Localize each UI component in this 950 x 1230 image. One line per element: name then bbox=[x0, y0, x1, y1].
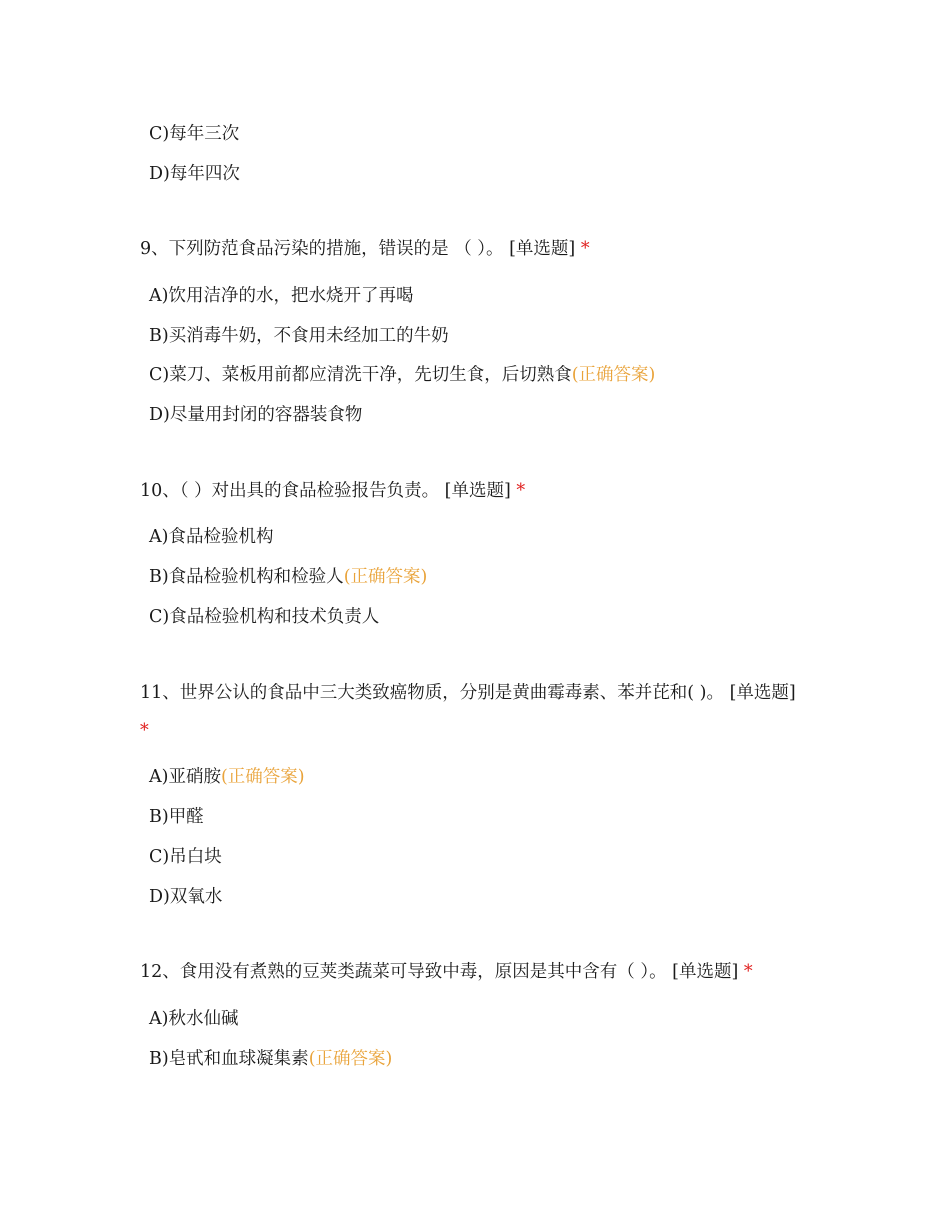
question-title bbox=[140, 230, 808, 268]
required-mark: * bbox=[140, 721, 149, 741]
required-mark: * bbox=[516, 481, 526, 501]
option-label: B)甲醛 bbox=[149, 807, 204, 827]
option-label: A)食品检验机构 bbox=[149, 527, 274, 547]
option-item bbox=[149, 566, 427, 588]
question-text: 11、世界公认的食品中三大类致癌物质，分别是黄曲霉毒素、苯并芘和( )。 bbox=[140, 683, 724, 703]
option-item bbox=[149, 285, 413, 307]
option-label: A)秋水仙碱 bbox=[149, 1009, 239, 1029]
correct-answer-tag: (正确答案) bbox=[571, 365, 656, 385]
question-title bbox=[140, 472, 808, 510]
option-label: B)买消毒牛奶，不食用未经加工的牛奶 bbox=[149, 326, 449, 346]
required-mark: * bbox=[743, 962, 753, 982]
option-item bbox=[149, 766, 305, 788]
option-label: C)食品检验机构和技术负责人 bbox=[149, 607, 380, 627]
question-title bbox=[140, 674, 808, 750]
question-title bbox=[140, 953, 808, 991]
question-type-tag: [单选题] bbox=[729, 683, 796, 703]
correct-answer-tag: (正确答案) bbox=[220, 767, 305, 787]
option-item bbox=[149, 325, 449, 347]
option-item bbox=[149, 123, 239, 145]
option-item bbox=[149, 886, 222, 908]
question-text: 10、（ ）对出具的食品检验报告负责。 bbox=[140, 481, 440, 501]
option-item bbox=[149, 364, 655, 386]
correct-answer-tag: (正确答案) bbox=[308, 1049, 393, 1069]
option-label: C)菜刀、菜板用前都应清洗干净，先切生食，后切熟食 bbox=[149, 365, 572, 385]
option-label: B)食品检验机构和检验人 bbox=[149, 567, 344, 587]
option-label: A)饮用洁净的水，把水烧开了再喝 bbox=[149, 286, 414, 306]
question-text: 12、食用没有煮熟的豆荚类蔬菜可导致中毒，原因是其中含有（ ）。 bbox=[140, 962, 667, 982]
option-item bbox=[149, 1008, 238, 1030]
question-text: 9、下列防范食品污染的措施，错误的是 （ ）。 bbox=[140, 239, 504, 259]
option-item bbox=[149, 1048, 392, 1070]
question-type-tag: [单选题] bbox=[509, 239, 576, 259]
correct-answer-tag: (正确答案) bbox=[343, 567, 428, 587]
option-label: B)皂甙和血球凝集素 bbox=[149, 1049, 309, 1069]
option-label: D)尽量用封闭的容器装食物 bbox=[149, 405, 363, 425]
option-label: A)亚硝胺 bbox=[149, 767, 221, 787]
question-type-tag: [单选题] bbox=[444, 481, 511, 501]
option-item bbox=[149, 163, 240, 185]
question-type-tag: [单选题] bbox=[672, 962, 739, 982]
option-label: D)双氧水 bbox=[149, 887, 223, 907]
option-label: D)每年四次 bbox=[149, 164, 240, 184]
option-label: C)吊白块 bbox=[149, 847, 222, 867]
option-item bbox=[149, 806, 204, 828]
option-item bbox=[149, 606, 379, 628]
option-item bbox=[149, 526, 273, 548]
option-item bbox=[149, 404, 362, 426]
option-label: C)每年三次 bbox=[149, 124, 240, 144]
required-mark: * bbox=[580, 239, 590, 259]
option-item bbox=[149, 846, 222, 868]
